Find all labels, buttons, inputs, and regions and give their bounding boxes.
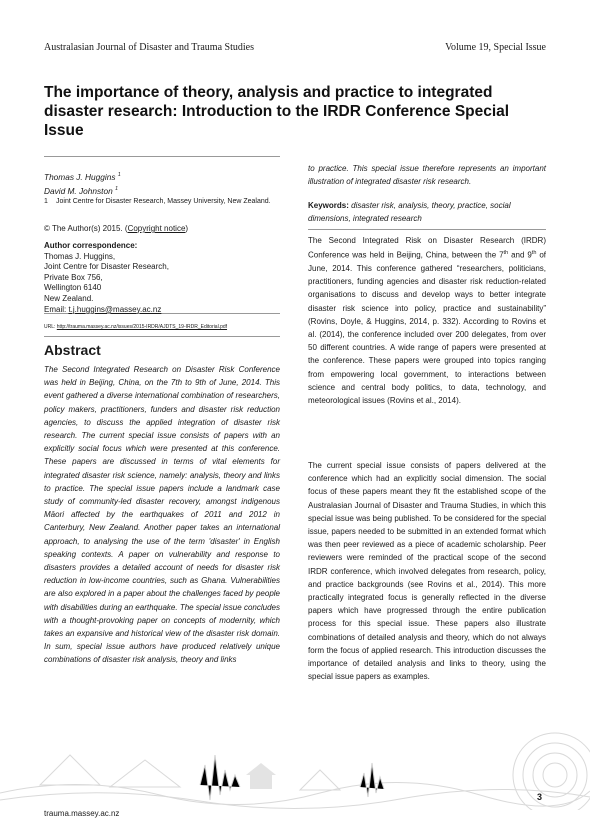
keywords-label: Keywords:: [308, 201, 349, 210]
correspondence-line: Wellington 6140: [44, 283, 102, 293]
affiliation-text: Joint Centre for Disaster Research, Massey University, New Zealand.: [56, 198, 271, 205]
author-list: [44, 169, 280, 197]
article-title: The importance of theory, analysis and practice to integrated disaster research: Introduction to the IRDR Conference Special Issue: [44, 84, 510, 139]
article-url-link[interactable]: http://trauma.massey.ac.nz/issues/2015-IRDR/AJDTS_19-IRDR_Editorial.pdf: [56, 324, 228, 330]
author-name: Thomas J. Huggins $^1$: [44, 171, 121, 182]
body-paragraph-1: The Second Integrated Risk on Disaster Research (IRDR) Conference was held in Beijing, China, between the 7th and 9th of June, 2014. This conference gathered “researchers, politicians, practitioners, funding agencies and disaster risk reduction-related organisations to discuss and develop ways to better integrate disaster risk science into policy, practice and sustainability” (Rovins, Doyle, & Huggins, 2014, p. 332). According to Rovins et al. (2014), the conference included over 200 delegates, from over 50 different countries. A wide range of papers were presented at the conference. These papers were grouped into topics ranging from empowering local government, to interactions between science and central body politics, to data, technology, and meteorological issues (Rovins et al., 2014).: [308, 236, 546, 406]
affiliation-marker: 1: [44, 198, 48, 205]
keywords: [308, 199, 546, 225]
copyright-notice-link[interactable]: Copyright notice: [127, 224, 186, 233]
affiliation: [44, 197, 280, 207]
correspondence-line: Joint Centre for Disaster Research,: [44, 262, 169, 272]
page-number: 3: [536, 792, 542, 802]
correspondence-line: Private Box 756,: [44, 272, 103, 282]
copyright-line: © The Author(s) 2015. (Copyright notice): [44, 224, 189, 233]
keywords-divider: [308, 229, 546, 230]
body-paragraph-2: The current special issue consists of papers delivered at the conference which had an explicitly social dimension. The social focus of these papers meant they fit the established scope of the Australasian Journal of Disaster and Trauma Studies, in which this special issue was being published. To be considered for the special issue, papers needed to be submitted in an extended format which was then peer reviewed as a piece of academic scholarship. Peer reviewers were reminded of the practical scope of the second IRDR conference, which involved delegates from research, policy, and practice backgrounds (see Rovins et al., 2014). This more practically integrated focus is generally reflected in the diverse papers which have progressed through the entire publication process for this special issue. These papers also illustrate combinations of detailed analysis and theory, which do not always form the focus of applied research. This introduction discusses the importance of detailed analysis and links to theory, using the special issue papers as examples.: [308, 461, 546, 682]
title-divider: [44, 156, 280, 157]
article-url: URL: http://trauma.massey.ac.nz/issues/2015-IRDR/AJDTS_19-IRDR_Editorial.pdf: [44, 324, 228, 330]
author-correspondence: Author correspondence: Thomas J. Huggins, Joint Centre for Disaster Research, Private Box 756, Wellington 6140 New Zealand. Email: t.j.huggins@massey.ac.nz: [44, 241, 280, 315]
url-divider: [44, 336, 280, 337]
abstract-text: The Second Integrated Research on Disaster Risk Conference was held in Beijing, China, on the 7th to 9th of June, 2014. This event gathered a diverse international combination of researchers, policy makers, practitioners, funders and disaster risk reduction agencies, to discuss the applied integration of disaster risk research. The current special issue consists of papers with an explicitly social focus which were presented at this conference. These papers are discussed in terms of vital elements for integrated disaster risk science, namely: analysis, theory and links to practice. The special issue papers include a landmark case study of community-led disaster recovery, amongst indigenous Māori affected by the earthquakes of 2011 and 2012 in Canterbury, New Zealand. Another paper takes an international approach, to analysing the use of the term 'disaster' in English speaking contexts. A paper on vulnerability and response to disasters provides a detailed account of needs for disaster risk reduction in low-income countries, such as Ghana. Vulnerabilities are also explored in a paper about the challenges faced by people with disabilities during an earthquake. The special issue concludes with a thought-provoking paper on concepts of modernity, which takes an expansive and historical view of the disaster risk domain. In sum, special issue authors have produced relatively unique combinations of disaster risk analysis, theory and links: [44, 365, 280, 665]
keywords-list: disaster risk, analysis, theory, practice, social dimensions, integrated research: [308, 201, 511, 224]
author-name: David M. Johnston $^1$: [44, 185, 119, 196]
abstract-continuation: to practice. This special issue therefore represents an important illustration of integrated disaster risk research.: [308, 164, 546, 187]
running-header-volume: Volume 19, Special Issue: [445, 42, 546, 53]
abstract-heading: Abstract: [44, 342, 101, 358]
footer-site-url[interactable]: trauma.massey.ac.nz: [44, 809, 120, 818]
correspondence-line: Thomas J. Huggins,: [44, 251, 116, 261]
email-link[interactable]: t.j.huggins@massey.ac.nz: [68, 304, 162, 314]
running-header-journal: Australasian Journal of Disaster and Trauma Studies: [44, 42, 254, 53]
footer-decoration-banner: [0, 715, 590, 810]
correspondence-line: New Zealand.: [44, 293, 94, 303]
correspondence-heading: Author correspondence:: [44, 241, 138, 250]
